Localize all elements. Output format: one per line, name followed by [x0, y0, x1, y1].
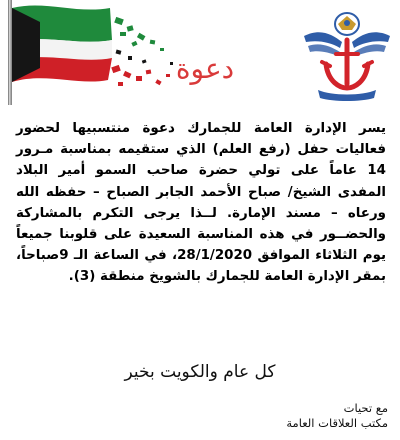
closing-greeting: كل عام والكويت بخير — [124, 362, 276, 382]
invitation-paragraph: يسر الإدارة العامة للجمارك دعوة منتسبيها لحضور فعاليات حفل (رفع العلم) الذي ستقيمه بمناسبة مـرور 14 عاماً على تولي حضرة صاحب السمو أمير البلاد المفدى الشيخ/ صباح الأحمد الجابر الصباح – حفظه الله ورعاه – مسند الإمارة. لــذا يرجى التكرم بالمشاركة والحضــور في هذه المناسبة السعيدة على قلوبنا جميعاً يوم الثلاثاء الموافق 28/1/2020، في الساعة الـ 9صباحاً، بمقر الإدارة العامة للجمارك بالشويخ منطقة (3). — [16, 121, 386, 285]
signature-line-2: مكتب العلاقات العامة — [286, 416, 388, 430]
signature-block — [188, 401, 388, 431]
customs-emblem-icon — [300, 6, 394, 102]
header — [0, 0, 400, 105]
page-title: دعوة — [175, 52, 235, 85]
signature-line-1: مع تحيات — [343, 401, 388, 415]
